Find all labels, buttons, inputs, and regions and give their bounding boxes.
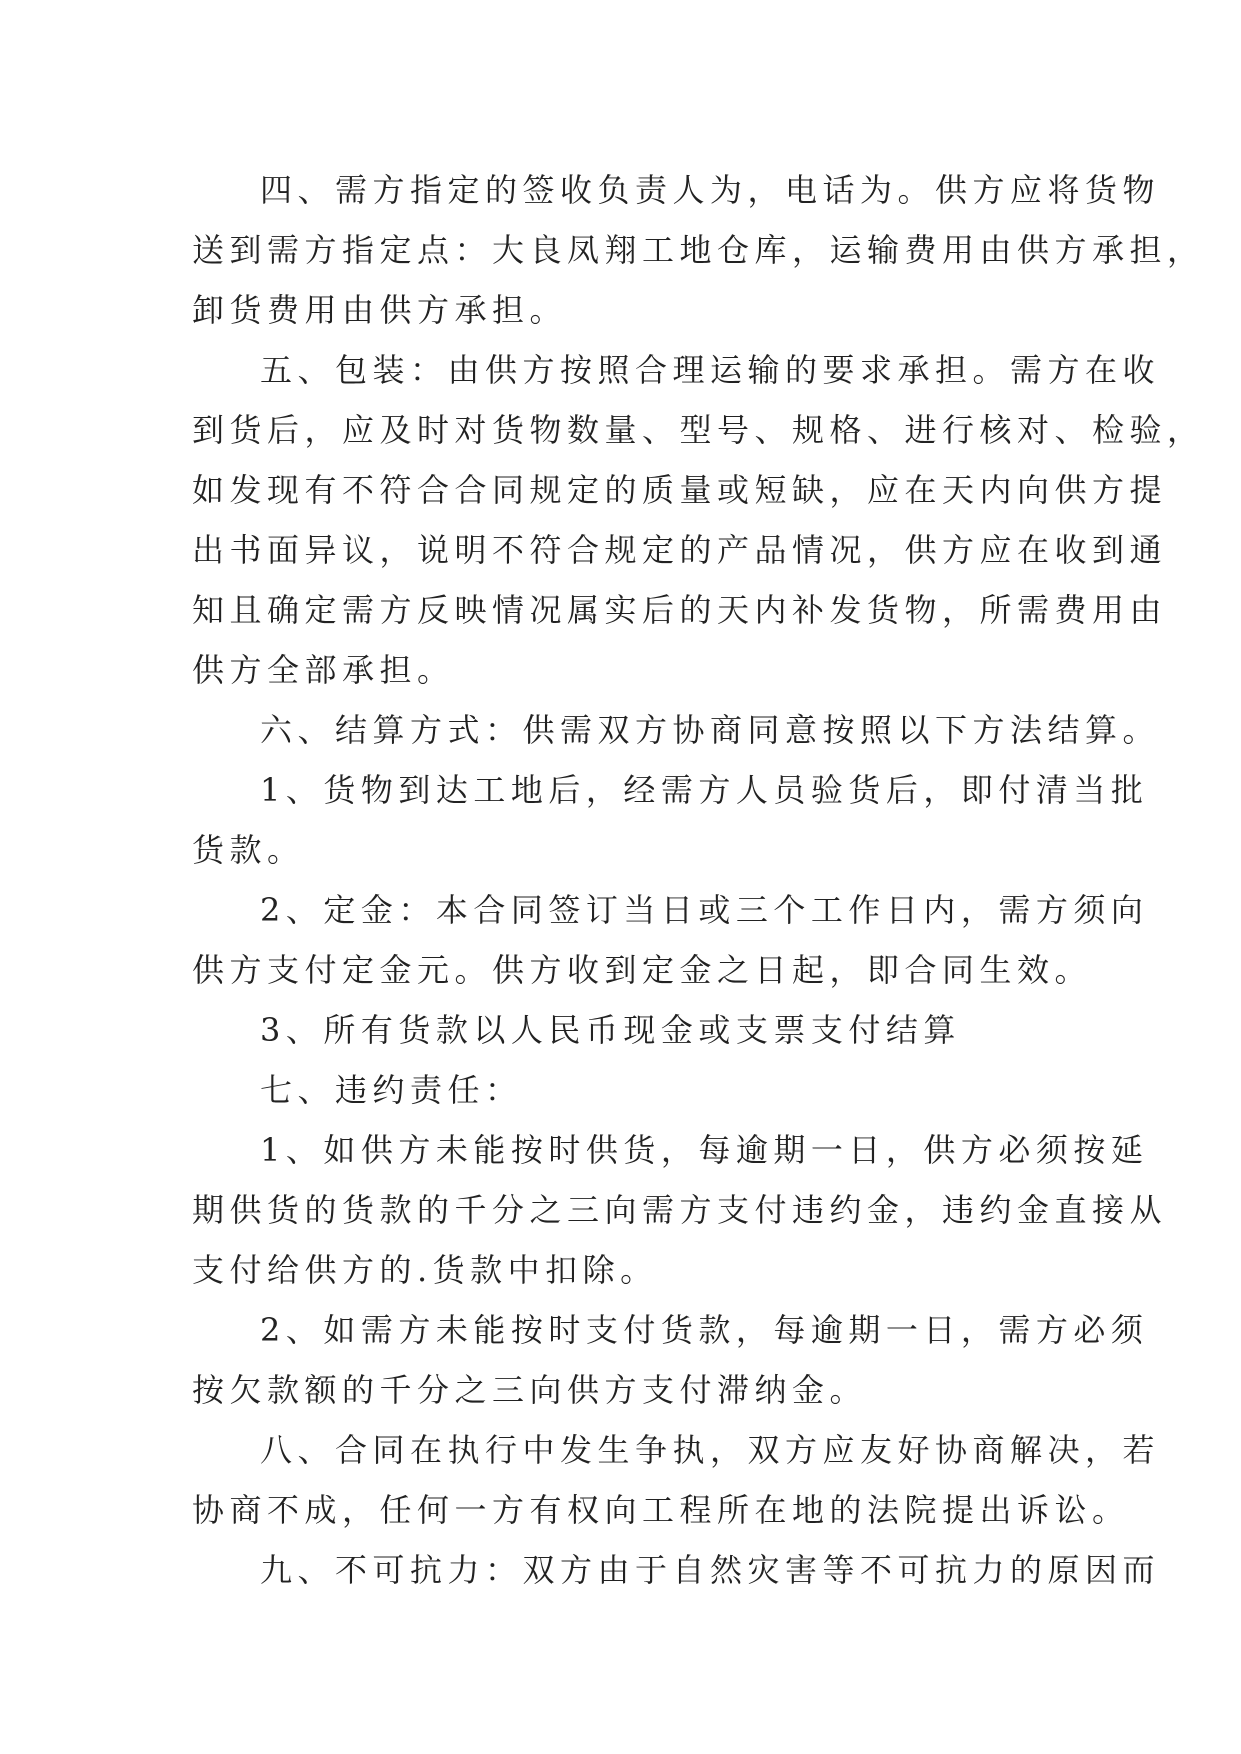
text-line: 到货后，应及时对货物数量、型号、规格、进行核对、检验，: [192, 411, 1205, 449]
text-line: 五、包装：由供方按照合理运输的要求承担。需方在收: [260, 351, 1161, 389]
text-line: 2、如需方未能按时支付货款，每逾期一日，需方必须: [260, 1311, 1149, 1349]
text-line: 按欠款额的千分之三向供方支付滞纳金。: [192, 1371, 868, 1409]
text-line: 六、结算方式：供需双方协商同意按照以下方法结算。: [260, 711, 1161, 749]
text-line: 送到需方指定点：大良凤翔工地仓库，运输费用由供方承担，: [192, 231, 1205, 269]
document-body: [192, 160, 1205, 1600]
text-line: 如发现有不符合合同规定的质量或短缺，应在天内向供方提: [192, 471, 1168, 509]
text-line: 2、定金：本合同签订当日或三个工作日内，需方须向: [260, 891, 1149, 929]
text-line: 四、需方指定的签收负责人为，电话为。供方应将货物: [260, 171, 1161, 209]
text-line: 货款。: [192, 831, 305, 869]
text-line: 供方全部承担。: [192, 651, 455, 689]
text-line: 协商不成，任何一方有权向工程所在地的法院提出诉讼。: [192, 1491, 1130, 1529]
text-line: 七、违约责任：: [260, 1071, 523, 1109]
text-line: 出书面异议，说明不符合规定的产品情况，供方应在收到通: [192, 531, 1168, 569]
text-line: 八、合同在执行中发生争执，双方应友好协商解决，若: [260, 1431, 1161, 1469]
text-line: 供方支付定金元。供方收到定金之日起，即合同生效。: [192, 951, 1093, 989]
text-line: 卸货费用由供方承担。: [192, 291, 568, 329]
text-line: 期供货的货款的千分之三向需方支付违约金，违约金直接从: [192, 1191, 1168, 1229]
text-line: 支付给供方的.货款中扣除。: [192, 1251, 658, 1289]
text-line: 1、如供方未能按时供货，每逾期一日，供方必须按延: [260, 1131, 1149, 1169]
text-line: 1、货物到达工地后，经需方人员验货后，即付清当批: [260, 771, 1149, 809]
text-line: 3、所有货款以人民币现金或支票支付结算: [260, 1011, 961, 1049]
text-line: 知且确定需方反映情况属实后的天内补发货物，所需费用由: [192, 591, 1168, 629]
text-line: 九、不可抗力：双方由于自然灾害等不可抗力的原因而: [260, 1551, 1161, 1589]
